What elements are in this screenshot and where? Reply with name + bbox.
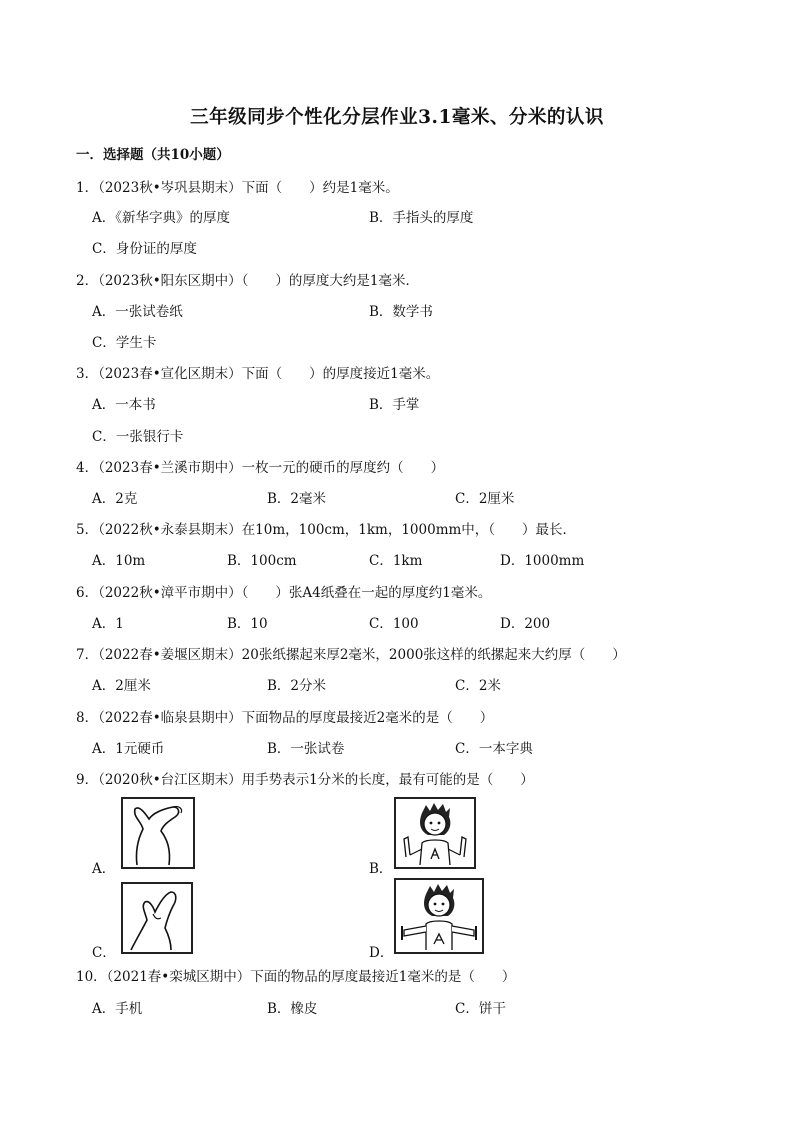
question-2: 2．（2023秋•阳东区期中）（ ）的厚度大约是1毫米． (76, 273, 419, 289)
q8-option-c[interactable]: C．一本字典 (455, 741, 533, 757)
question-8: 8．（2022春•临泉县期中）下面物品的厚度最接近2毫米的是（ ） (76, 710, 494, 726)
q1-option-c[interactable]: C．身份证的厚度 (92, 241, 197, 257)
q10-option-a[interactable]: A．手机 (92, 1001, 143, 1017)
q6-option-d[interactable]: D．200 (500, 616, 551, 632)
q9-option-d[interactable]: D． (369, 945, 394, 961)
boy-wide-arms-icon (396, 880, 482, 952)
section-heading: 一．选择题（共10小题） (76, 147, 230, 163)
q3-option-c[interactable]: C．一张银行卡 (92, 429, 184, 445)
q5-option-a[interactable]: A．10m (92, 553, 146, 569)
hand-gesture-image-a[interactable] (121, 797, 195, 869)
q5-option-b[interactable]: B．100cm (227, 553, 297, 569)
q9-option-b[interactable]: B． (369, 861, 393, 877)
q5-option-c[interactable]: C．1km (369, 553, 423, 569)
q1-option-b[interactable]: B．手指头的厚度 (369, 210, 474, 226)
q4-option-a[interactable]: A．2克 (92, 491, 138, 507)
q2-option-c[interactable]: C．学生卡 (92, 335, 157, 351)
q4-option-c[interactable]: C．2厘米 (455, 491, 515, 507)
question-4: 4．（2023春•兰溪市期中）一枚一元的硬币的厚度约（ ） (76, 460, 445, 476)
q3-option-b[interactable]: B．手掌 (369, 397, 420, 413)
q2-option-a[interactable]: A．一张试卷纸 (92, 304, 183, 320)
q10-option-c[interactable]: C．饼干 (455, 1001, 506, 1017)
pinch-gesture-icon (123, 884, 191, 952)
q9-option-c[interactable]: C． (92, 945, 116, 961)
question-7: 7．（2022春•姜堰区期末）20张纸摞起来厚2毫米，2000张这样的纸摞起来大约厚（ ） (76, 647, 626, 663)
q5-option-d[interactable]: D．1000mm (500, 553, 585, 569)
q2-option-b[interactable]: B．数学书 (369, 304, 433, 320)
page-title: 三年级同步个性化分层作业3.1毫米、分米的认识 (190, 107, 604, 128)
question-3: 3．（2023春•宣化区期末）下面（ ）的厚度接近1毫米。 (76, 366, 440, 382)
q4-option-b[interactable]: B．2毫米 (267, 491, 327, 507)
q8-option-b[interactable]: B．一张试卷 (267, 741, 345, 757)
question-6: 6．（2022秋•漳平市期中）（ ）张A4纸叠在一起的厚度约1毫米。 (76, 585, 492, 601)
q1-option-a[interactable]: A．《新华字典》的厚度 (92, 210, 230, 226)
boy-gesture-image-d[interactable] (394, 878, 484, 954)
hand-gesture-icon (123, 799, 193, 867)
boy-small-gap-icon (396, 799, 474, 867)
question-1: 1．（2023秋•岑巩县期末）下面（ ）约是1毫米。 (76, 180, 399, 196)
q3-option-a[interactable]: A．一本书 (92, 397, 156, 413)
question-5: 5．（2022秋•永泰县期末）在10m，100cm，1km，1000mm中，（ ）最长． (76, 522, 577, 538)
boy-gesture-image-b[interactable] (394, 797, 476, 869)
q8-option-a[interactable]: A．1元硬币 (92, 741, 165, 757)
q7-option-a[interactable]: A．2厘米 (92, 678, 151, 694)
q9-option-a[interactable]: A． (92, 861, 116, 877)
question-9: 9．（2020秋•台江区期末）用手势表示1分米的长度，最有可能的是（ ） (76, 772, 534, 788)
q7-option-c[interactable]: C．2米 (455, 678, 501, 694)
question-10: 10．（2021春•栾城区期中）下面的物品的厚度最接近1毫米的是（ ） (76, 969, 516, 985)
q6-option-c[interactable]: C．100 (369, 616, 419, 632)
q6-option-a[interactable]: A．1 (92, 616, 124, 632)
q6-option-b[interactable]: B．10 (227, 616, 268, 632)
q7-option-b[interactable]: B．2分米 (267, 678, 327, 694)
hand-gesture-image-c[interactable] (121, 882, 193, 954)
q10-option-b[interactable]: B．橡皮 (267, 1001, 318, 1017)
